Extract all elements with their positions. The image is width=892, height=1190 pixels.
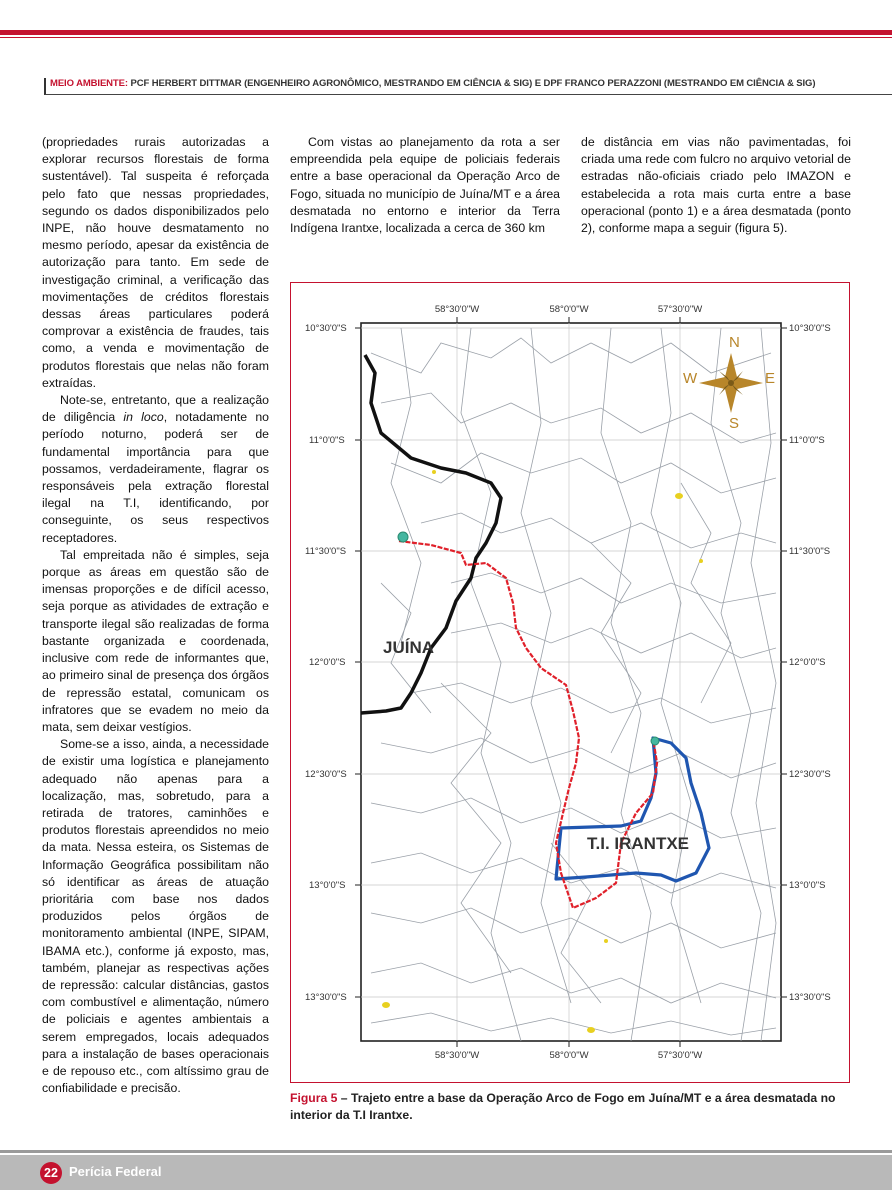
paragraph: Tal empreitada não é simples, seja porque as áreas em questão são de imensas proporções e de difícil acesso, seja porque as atividades de extração e transporte ilegal são realizadas de forma bastante organizada e coordenada, inclusive com rede de informantes que, ao primeiro sinal de presença dos órgãos de repressão estatal, comunicam os infratores que se evadem no meio da mata, sem deixar vestígios. [42,547,269,734]
juina-label: JUÍNA [383,638,435,657]
compass-n-label: N [729,334,740,351]
figure-5-map [290,282,850,1083]
map-svg [291,283,851,1084]
lon-label-top: 57°30'0"W [657,304,703,315]
compass-w-label: W [683,370,698,387]
text-column-3 [581,134,851,237]
header-authors: PCF HERBERT DITTMAR (ENGENHEIRO AGRONÔMICO, MESTRANDO EM CIÊNCIA & SIG) E DPF FRANCO PERAZZONI (MESTRANDO EM CIÊNCIA & SIG) [127,78,816,89]
lat-label-left: 12°30'0"S [305,769,347,780]
lon-label-bottom: 58°0'0"W [549,1050,589,1061]
compass-s-label: S [729,415,740,432]
lat-label-left: 11°0'0"S [309,435,345,446]
text-column-1 [42,134,269,1097]
footer-title: Perícia Federal [69,1164,162,1179]
paragraph: de distância em vias não pavimentadas, foi criada uma rede com fulcro no arquivo vetorial de estradas não-oficiais criado pelo IMAZON e estabelecida a rota mais curta entre a base operacional (ponto 1) e a área desmatada (ponto 2), conforme mapa a seguir (figura 5). [581,135,851,236]
footer-line [0,1150,892,1153]
paragraph: Com vistas ao planejamento da rota a ser empreendida pela equipe de policiais federais entre a base operacional da Operação Arco de Fogo, situada no município de Juína/MT e a área desmatada no entorno e interior da Terra Indígena Irantxe, localizada a cerca de 360 km [290,135,560,236]
header-text [50,78,815,89]
running-header [44,78,892,95]
paragraph: (propriedades rurais autorizadas a explorar recursos florestais de forma sustentável). Tal suspeita é reforçada pelo fato que nessas propriedades, segundo os dados disponibilizados pelo INPE, não houve desmatamento no mesmo período, apesar da existência de autorização para tanto. Em sede de investigação criminal, a verificação das movimentações de créditos florestais dessas áreas particulares poderá comprovar a existência de fraudes, tais como, a venda e movimentação de produtos florestais que nelas não foram extraídas. [42,135,269,390]
lat-label-left: 13°30'0"S [305,992,347,1003]
lat-label-right: 11°0'0"S [789,435,825,446]
lon-label-top: 58°0'0"W [549,304,589,315]
lat-label-left: 13°0'0"S [309,880,346,891]
irantxe-label: T.I. IRANTXE [587,834,690,853]
paragraph: Note-se, entretanto, que a realização de diligência in loco, notadamente no período noturno, poderá ser de fundamental importância para que possamos, verdadeiramente, flagrar os responsáveis pela extração florestal ilegal na T.I, identificando, por conseguinte, os seus respectivos receptadores. [42,393,269,545]
lat-label-left: 10°30'0"S [305,323,347,334]
caption-label: Figura 5 [290,1091,338,1105]
lat-label-right: 13°30'0"S [789,992,831,1003]
compass-e-label: E [765,370,776,387]
lat-label-right: 11°30'0"S [789,546,831,557]
top-accent-line [0,37,892,38]
text-column-2 [290,134,560,237]
lat-label-left: 11°30'0"S [305,546,347,557]
lon-label-bottom: 58°30'0"W [434,1050,480,1061]
lat-label-right: 10°30'0"S [789,323,831,334]
page-number: 22 [40,1162,62,1184]
caption-text: – Trajeto entre a base da Operação Arco de Fogo em Juína/MT e a área desmatada no interior da T.I Irantxe. [290,1091,836,1122]
lon-label-top: 58°30'0"W [434,304,480,315]
figure-caption [290,1090,852,1124]
lat-label-left: 12°0'0"S [309,657,346,668]
deforested-area-point [651,737,659,745]
lat-label-right: 12°0'0"S [789,657,826,668]
top-accent-bar [0,30,892,35]
paragraph: Some-se a isso, ainda, a necessidade de existir uma logística e planejamento adequado não apenas para a localização, mas, sobretudo, para a retirada de tratores, caminhões e produtos florestais apreendidos no meio da mata. Nessa esteira, os Sistemas de Informação Geográfica possibilitam não só identificar as áreas de atuação prioritária com base nos dados produzidos pelos órgãos de monitoramento ambiental (INPE, SIPAM, IBAMA etc.), conforme já exposto, mas, também, planejar as respectivas ações de repressão: calcular distâncias, gastos com combustível e alimentação, número de policiais e agentes ambientais a serem empregados, locais adequados para a instalação de bases operacionais e de repouso etc., com altíssimo grau de confiabilidade e precisão. [42,737,269,1096]
lat-label-right: 13°0'0"S [789,880,826,891]
lat-label-right: 12°30'0"S [789,769,831,780]
base-point [398,532,408,542]
header-section: MEIO AMBIENTE: [50,78,128,89]
lon-label-bottom: 57°30'0"W [657,1050,703,1061]
